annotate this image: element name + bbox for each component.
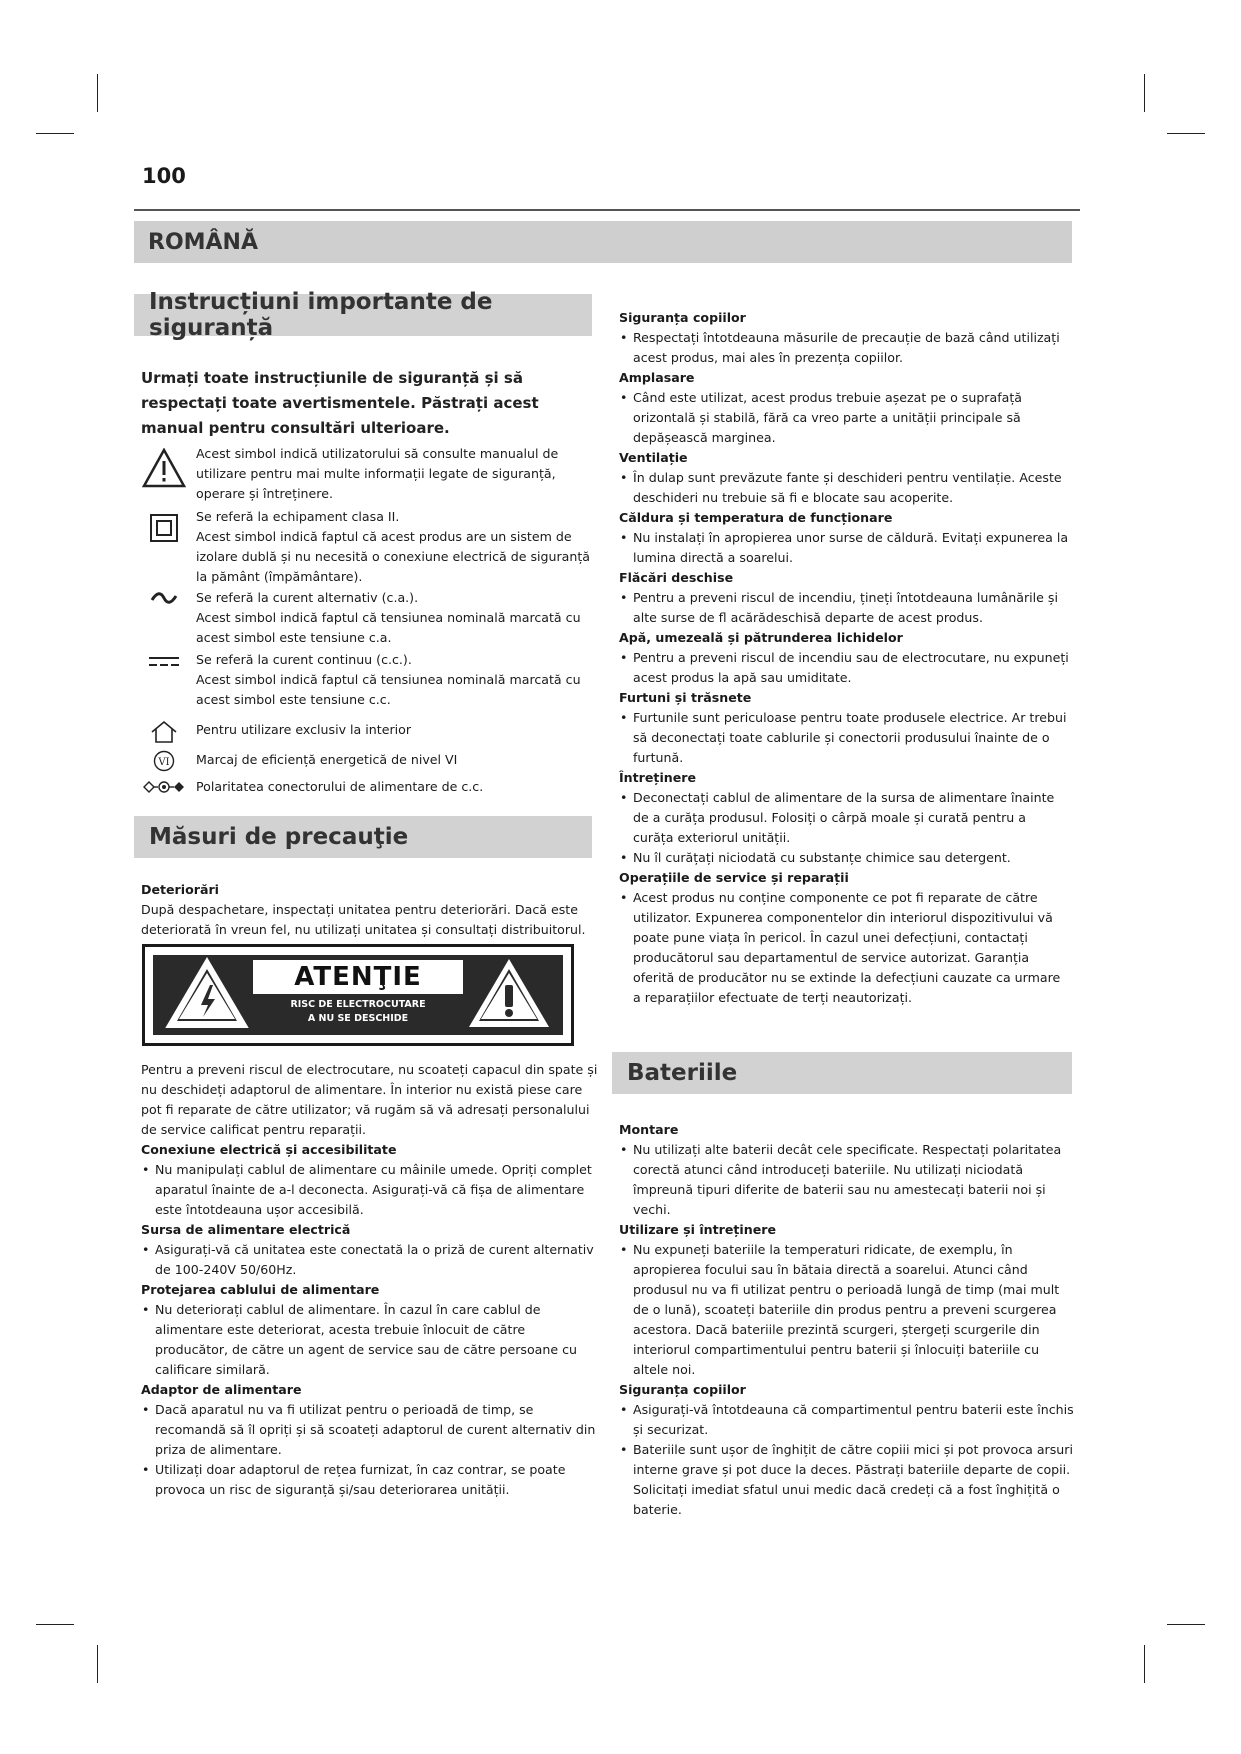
bullet-item: • Nu expuneți bateriile la temperaturi ridicate, de exemplu, în apropierea focului sau în bătaia directă a soarelui. Atunci când produsul nu va fi utilizat pentru o perioadă lungă de timp (mai mult de o lună), scoateți bateriile din produs pentru a preveni scurgerea acestora. Dacă bateriile prezintă scurgeri, ștergeți scurgerile din interiorul compartimentului pentru baterii și înlocuiți bateriile cu altele noi. <box>619 1240 1074 1380</box>
bullet-item: • Pentru a preveni riscul de incendiu sau de electrocutare, nu expuneți acest produs la apă sau umiditate. <box>619 648 1069 688</box>
section-heading: Montare <box>619 1122 679 1137</box>
damage-block <box>141 880 586 940</box>
crop-mark <box>36 1624 74 1625</box>
section-heading: Siguranța copiilor <box>619 1382 746 1397</box>
section-heading: Utilizare și întreținere <box>619 1222 777 1237</box>
header-rule <box>134 209 1080 211</box>
bullet-list <box>141 1300 599 1380</box>
language-bar <box>134 221 1072 263</box>
crop-mark <box>1167 1624 1205 1625</box>
symbol-row-warning <box>141 444 596 504</box>
section-heading: Operațiile de service și reparații <box>619 870 849 885</box>
bullet-list <box>619 588 1069 628</box>
section-heading: Protejarea cablului de alimentare <box>141 1282 380 1297</box>
caution-text-block <box>253 960 463 1030</box>
caution-label <box>142 944 574 1046</box>
symbol-row-class-ii <box>141 507 596 587</box>
safety-intro: Urmați toate instrucțiunile de siguranță și să respectați toate avertismentele. Păstrați acest manual pentru consultări ulterioare. <box>141 369 539 437</box>
batteries-title: Bateriile <box>627 1060 738 1086</box>
bullet-item: • Nu îl curățați niciodată cu substanțe chimice sau detergent. <box>619 848 1069 868</box>
shock-text: Pentru a preveni riscul de electrocutare, nu scoateți capacul din spate și nu deschideți adaptorul de alimentare. În interior nu există piese care pot fi reparate de către utilizator; vă rugăm să vă adresați personalului de service calificat pentru reparații. <box>141 1062 598 1137</box>
exclamation-warning-icon <box>465 955 553 1035</box>
right-sections-list <box>619 308 1069 1008</box>
crop-mark <box>1144 74 1145 112</box>
alternating-current-icon <box>141 588 187 608</box>
bullet-list <box>619 788 1069 868</box>
symbol-row-polarity <box>141 777 596 797</box>
bullet-list <box>619 1400 1074 1520</box>
section-heading: Adaptor de alimentare <box>141 1382 302 1397</box>
bullet-list <box>619 528 1069 568</box>
precautions-body <box>141 1060 599 1500</box>
symbol-row-indoor <box>141 720 596 740</box>
right-sections <box>619 308 1069 1008</box>
symbol-text: Pentru utilizare exclusiv la interior <box>196 722 411 737</box>
batteries-body <box>619 1120 1074 1520</box>
bullet-list <box>619 468 1069 508</box>
bullet-item: • Nu utilizați alte baterii decât cele specificate. Respectați polaritatea corectă atunci când introduceți bateriile. Nu utilizați niciodată împreună tipuri diferite de baterii sau nu amestecați baterii noi și vechi. <box>619 1140 1074 1220</box>
section-heading: Întreținere <box>619 770 697 785</box>
bullet-list <box>619 708 1069 768</box>
section-heading: Căldura și temperatura de funcționare <box>619 510 893 525</box>
symbol-text: Polaritatea conectorului de alimentare de c.c. <box>196 779 484 794</box>
svg-text:VI: VI <box>158 757 170 768</box>
bullet-item: • Când este utilizat, acest produs trebuie așezat pe o suprafață orizontală și stabilă, fără ca vreo parte a unității principale să depășească marginea. <box>619 388 1069 448</box>
precautions-sections <box>141 1140 599 1500</box>
damage-text: După despachetare, inspectați unitatea pentru deteriorări. Dacă este deteriorată în vreun fel, nu utilizați unitatea și consultați distribuitorul. <box>141 902 586 937</box>
batteries-section-header <box>612 1052 1072 1094</box>
symbol-text: Se referă la echipament clasa II. Acest simbol indică faptul că acest produs are un sistem de izolare dublă și nu necesită o conexiune electrică de siguranță la pământ (împământare). <box>196 509 591 584</box>
crop-mark <box>1144 1645 1145 1683</box>
indoor-use-house-icon <box>141 720 187 744</box>
section-heading: Siguranța copiilor <box>619 310 746 325</box>
bullet-item: • Asigurați-vă că unitatea este conectată la o priză de curent alternativ de 100-240V 50/60Hz. <box>141 1240 599 1280</box>
section-heading: Flăcări deschise <box>619 570 734 585</box>
section-heading: Sursa de alimentare electrică <box>141 1222 351 1237</box>
symbol-row-dc <box>141 650 596 710</box>
bullet-item: • Nu deteriorați cablul de alimentare. În cazul în care cablul de alimentare este deteriorat, acesta trebuie înlocuit de către producător, de către un agent de service sau de către persoane cu calificare similară. <box>141 1300 599 1380</box>
bullet-list <box>619 328 1069 368</box>
section-heading: Ventilație <box>619 450 688 465</box>
bullet-item: • Respectați întotdeauna măsurile de precauție de bază când utilizați acest produs, mai ales în prezența copiilor. <box>619 328 1069 368</box>
section-heading: Apă, umezeală și pătrunderea lichidelor <box>619 630 903 645</box>
precautions-section-header <box>134 816 592 858</box>
bullet-item: • Dacă aparatul nu va fi utilizat pentru o perioadă de timp, se recomandă să îl opriți și să scoateți adaptorul de curent alternativ din priza de alimentare. <box>141 1400 599 1460</box>
symbol-row-ac <box>141 588 596 648</box>
symbol-text: Marcaj de eficiență energetică de nivel VI <box>196 752 458 767</box>
bullet-item: • Acest produs nu conține componente ce pot fi reparate de către utilizator. Expunerea componentelor din interiorul dispozitivului vă poate pune viața în pericol. În cazul unei defecțiuni, contactați producătorul sau departamentul de service autorizat. Garanția oferită de producător nu se extinde la defecțiuni cauzate ca urmare a reparațiilor efectuate de terți neautorizați. <box>619 888 1069 1008</box>
safety-title: Instrucțiuni importante de siguranță <box>149 289 493 341</box>
section-heading: Furtuni și trăsnete <box>619 690 752 705</box>
section-heading: Amplasare <box>619 370 695 385</box>
bullet-list <box>619 648 1069 688</box>
bullet-item: • Bateriile sunt ușor de înghițit de către copiii mici și pot provoca arsuri interne grave și pot duce la deces. Păstrați bateriile departe de copii. Solicitați imediat sfatul unui medic dacă credeți că a fost înghițită o baterie. <box>619 1440 1074 1520</box>
bullet-list <box>141 1240 599 1280</box>
bullet-item: • Asigurați-vă întotdeauna că compartimentul pentru baterii este închis și securizat. <box>619 1400 1074 1440</box>
lightning-warning-icon <box>163 955 251 1035</box>
class-ii-double-square-icon <box>141 513 187 543</box>
caution-title: ATENŢIE <box>253 960 463 994</box>
language-title: ROMÂNĂ <box>148 229 258 255</box>
caution-subtitle-line: A NU SE DESCHIDE <box>307 1013 409 1024</box>
bullet-item: • Furtunile sunt periculoase pentru toate produsele electrice. Ar trebui să deconectați toate cablurile și conectorii produsului înainte de o furtună. <box>619 708 1069 768</box>
crop-mark <box>36 133 74 134</box>
bullet-list <box>619 888 1069 1008</box>
crop-mark <box>97 74 98 112</box>
batteries-sections <box>619 1120 1074 1520</box>
symbol-text: Se referă la curent alternativ (c.a.). Acest simbol indică faptul că tensiunea nominală marcată cu acest simbol este tensiune c.a. <box>196 590 581 645</box>
crop-mark <box>1167 133 1205 134</box>
direct-current-icon <box>141 654 187 670</box>
bullet-item: • Deconectați cablul de alimentare de la sursa de alimentare înainte de a curăța produsul. Folosiți o cârpă moale și curată pentru a curăța exteriorul unității. <box>619 788 1069 848</box>
caution-label-inner <box>153 955 563 1035</box>
bullet-item: • Pentru a preveni riscul de incendiu, țineți întotdeauna lumânările și alte surse de fl acărădeschisă departe de acest produs. <box>619 588 1069 628</box>
page-number: 100 <box>142 164 186 188</box>
efficiency-level-vi-icon <box>141 750 187 772</box>
bullet-item: • Nu instalați în apropierea unor surse de căldură. Evitați expunerea la lumina directă a soarelui. <box>619 528 1069 568</box>
symbol-row-efficiency <box>141 750 596 770</box>
bullet-list <box>619 1240 1074 1380</box>
bullet-list <box>141 1400 599 1500</box>
caution-subtitle <box>253 998 463 1026</box>
damage-heading: Deteriorări <box>141 882 219 897</box>
dc-polarity-icon <box>141 779 187 795</box>
warning-triangle-icon <box>141 448 187 488</box>
symbol-text: Acest simbol indică utilizatorului să consulte manualul de utilizare pentru mai multe informații legate de siguranță, operare și întreținere. <box>196 446 559 501</box>
crop-mark <box>97 1645 98 1683</box>
caution-subtitle-line: RISC DE ELECTROCUTARE <box>290 999 426 1010</box>
bullet-list <box>619 388 1069 448</box>
precautions-title: Măsuri de precauţie <box>149 824 409 850</box>
section-heading: Conexiune electrică și accesibilitate <box>141 1142 397 1157</box>
bullet-list <box>619 1140 1074 1220</box>
bullet-list <box>141 1160 599 1220</box>
safety-section-header <box>134 289 592 341</box>
bullet-item: • Nu manipulați cablul de alimentare cu mâinile umede. Opriți complet aparatul înainte de a-l deconecta. Asigurați-vă că fișa de alimentare este întotdeauna ușor accesibilă. <box>141 1160 599 1220</box>
symbol-text: Se referă la curent continuu (c.c.). Acest simbol indică faptul că tensiunea nominală marcată cu acest simbol este tensiune c.c. <box>196 652 581 707</box>
bullet-item: • Utilizați doar adaptorul de rețea furnizat, în caz contrar, se poate provoca un risc de siguranță și/sau deteriorarea unității. <box>141 1460 599 1500</box>
bullet-item: • În dulap sunt prevăzute fante și deschideri pentru ventilație. Aceste deschideri nu trebuie să fi e blocate sau acoperite. <box>619 468 1069 508</box>
